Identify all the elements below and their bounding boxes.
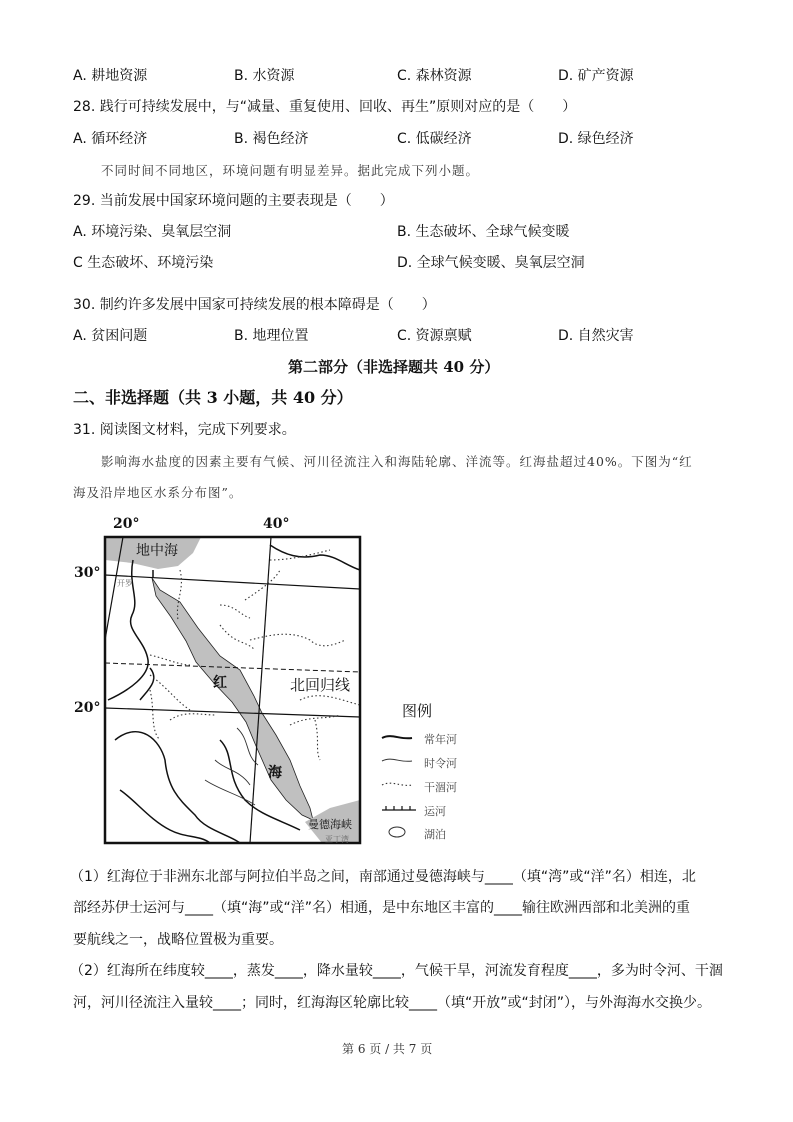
q31-stem: 31. 阅读图文材料，完成下列要求。 — [73, 422, 296, 438]
label-tropic-of-cancer: 北回归线 — [290, 676, 351, 694]
q29-option-c: C 生态破坏、环境污染 — [73, 255, 214, 271]
material-line-2: 海及沿岸地区水系分布图”。 — [73, 485, 243, 500]
lat-label-30: 30° — [74, 565, 101, 581]
label-red-2: 海 — [268, 765, 282, 781]
legend-title: 图例 — [402, 702, 433, 720]
material-line-1: 影响海水盐度的因素主要有气候、河川径流注入和海陆轮廓、洋流等。红海盐超过40%。下图为“红 — [101, 454, 693, 469]
q30-option-c: C. 资源禀赋 — [397, 328, 472, 344]
legend-perennial-river-icon — [382, 736, 412, 738]
q28-option-d: D. 绿色经济 — [558, 131, 634, 147]
q29-stem: 29. 当前发展中国家环境问题的主要表现是（ ） — [73, 193, 394, 209]
q30-option-d: D. 自然灾害 — [558, 328, 634, 344]
lon-label-40: 40° — [263, 516, 290, 532]
q27-option-c: C. 森林资源 — [397, 68, 472, 84]
q29-option-d: D. 全球气候变暖、臭氧层空洞 — [397, 255, 585, 271]
legend-perennial-river: 常年河 — [424, 733, 457, 746]
legend-canal: 运河 — [424, 805, 446, 818]
q30-stem: 30. 制约许多发展中国家可持续发展的根本障碍是（ ） — [73, 297, 436, 313]
q28-option-c: C. 低碳经济 — [397, 131, 472, 147]
q29-option-a: A. 环境污染、臭氧层空洞 — [73, 224, 232, 240]
label-mediterranean: 地中海 — [136, 543, 178, 559]
legend-lake-icon — [389, 827, 405, 837]
q30-option-a: A. 贫困问题 — [73, 328, 148, 344]
legend-lake: 湖泊 — [424, 828, 446, 841]
q30-option-b: B. 地理位置 — [234, 328, 309, 344]
q29-option-b: B. 生态破坏、全球气候变暖 — [397, 224, 570, 240]
legend-canal-icon — [382, 806, 416, 810]
page-footer: 第 6 页 / 共 7 页 — [342, 1042, 433, 1056]
q31-1-line-3: 要航线之一，战略位置极为重要。 — [73, 932, 283, 948]
label-gulf-of-aden: 亚丁湾 — [325, 835, 349, 844]
label-bab-el-mandeb: 曼德海峡 — [308, 818, 352, 831]
q31-1-line-2: 部经苏伊士运河与____（填“海”或“洋”名）相通，是中东地区丰富的____输往欧洲西部和北美洲的重 — [73, 900, 691, 916]
q28-option-b: B. 褐色经济 — [234, 131, 309, 147]
legend-dry-river: 干涸河 — [424, 781, 457, 794]
q27-option-d: D. 矿产资源 — [558, 68, 634, 84]
label-cairo: 开罗 — [117, 579, 133, 588]
q27-option-b: B. 水资源 — [234, 68, 295, 84]
intro-text: 不同时间不同地区，环境问题有明显差异。据此完成下列小题。 — [101, 163, 480, 178]
lat-label-20: 20° — [74, 700, 101, 716]
legend-dry-river-icon — [382, 783, 412, 785]
q27-option-a: A. 耕地资源 — [73, 68, 148, 84]
lon-label-20: 20° — [113, 516, 140, 532]
q31-2-line-2: 河，河川径流注入量较____；同时，红海海区轮廓比较____（填“开放”或“封闭”），与外海海水交换少。 — [73, 995, 712, 1011]
q28-stem: 28. 践行可持续发展中，与“减量、重复使用、回收、再生”原则对应的是（ ） — [73, 99, 577, 115]
red-sea — [152, 578, 313, 820]
section2-title: 二、非选择题（共 3 小题，共 40 分） — [73, 388, 353, 407]
q31-2-line-1: （2）红海所在纬度较____，蒸发____，降水量较____，气候干旱，河流发育程度____，多为时令河、干涸 — [70, 963, 723, 979]
q28-option-a: A. 循环经济 — [73, 131, 148, 147]
legend-seasonal-river: 时令河 — [424, 757, 457, 770]
label-red-1: 红 — [213, 675, 227, 691]
q31-1-line-1: （1）红海位于非洲东北部与阿拉伯半岛之间，南部通过曼德海峡与____（填“湾”或“洋”名）相连，北 — [70, 869, 696, 885]
legend-seasonal-river-icon — [382, 759, 412, 761]
part2-title: 第二部分（非选择题共 40 分） — [288, 358, 500, 376]
